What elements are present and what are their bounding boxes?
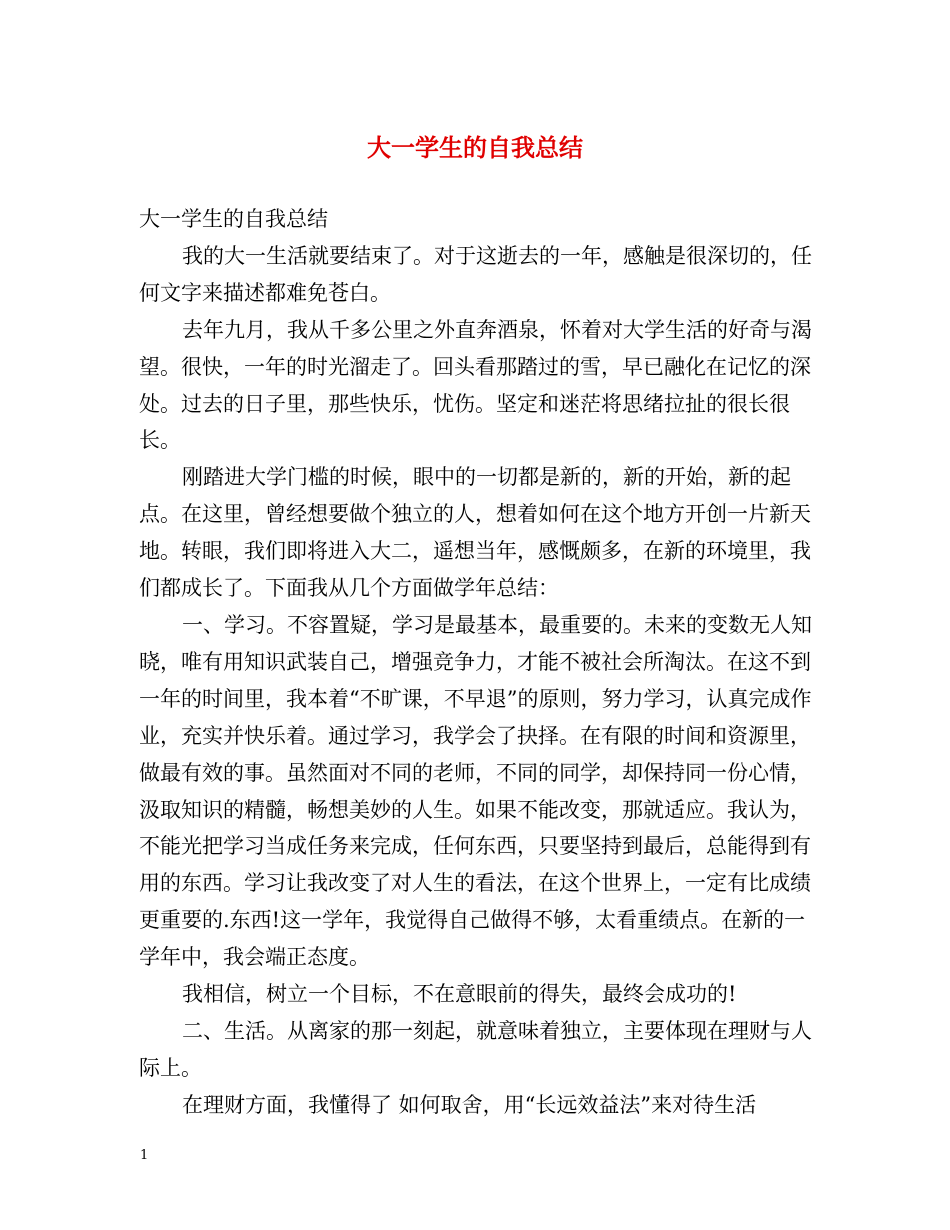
paragraph: 在理财方面，我懂得了 如何取舍，用“长远效益法”来对待生活 xyxy=(182,1092,757,1117)
page-number: 1 xyxy=(140,1148,149,1163)
paragraph: 去年九月，我从千多公里之外直奔酒泉，怀着对大学生活的好奇与渴望。很快，一年的时光溜走了。回头看那踏过的雪，早已融化在记忆的深处。过去的日子里，那些快乐，忧伤。坚定和迷茫将思绪拉扯的很长很长。 xyxy=(139,317,812,453)
paragraph: 刚踏进大学门槛的时候，眼中的一切都是新的，新的开始，新的起点。在这里，曾经想要做个独立的人，想着如何在这个地方开创一片新天地。转眼，我们即将进入大二，遥想当年，感慨颇多，在新的环境里，我们都成长了。下面我从几个方面做学年总结： xyxy=(139,465,811,601)
document-title: 大一学生的自我总结 xyxy=(367,133,583,162)
paragraph: 二、生活。从离家的那一刻起，就意味着独立，主要体现在理财与人际上。 xyxy=(139,1018,812,1080)
paragraph: 一、学习。不容置疑，学习是最基本，最重要的。未来的变数无人知晓，唯有用知识武装自己，增强竞争力，才能不被社会所淘汰。在这不到一年的时间里，我本着“不旷课，不早退”的原则，努力学习，认真完成作业，充实并快乐着。通过学习，我学会了抉择。在有限的时间和资源里，做最有效的事。虽然面对不同的老师，不同的同学，却保持同一份心情，汲取知识的精髓，畅想美妙的人生。如果不能改变，那就适应。我认为，不能光把学习当成任务来完成，任何东西，只要坚持到最后，总能得到有用的东西。学习让我改变了对人生的看法，在这个世界上，一定有比成绩更重要的.东西!这一学年，我觉得自己做得不够，太看重绩点。在新的一学年中，我会端正态度。 xyxy=(139,612,812,970)
document-subheading: 大一学生的自我总结 xyxy=(139,207,328,231)
paragraph: 我的大一生活就要结束了。对于这逝去的一年，感触是很深切的，任何文字来描述都难免苍白。 xyxy=(139,243,812,305)
document-body xyxy=(139,201,815,1124)
paragraph: 我相信，树立一个目标，不在意眼前的得失，最终会成功的! xyxy=(182,982,737,1007)
